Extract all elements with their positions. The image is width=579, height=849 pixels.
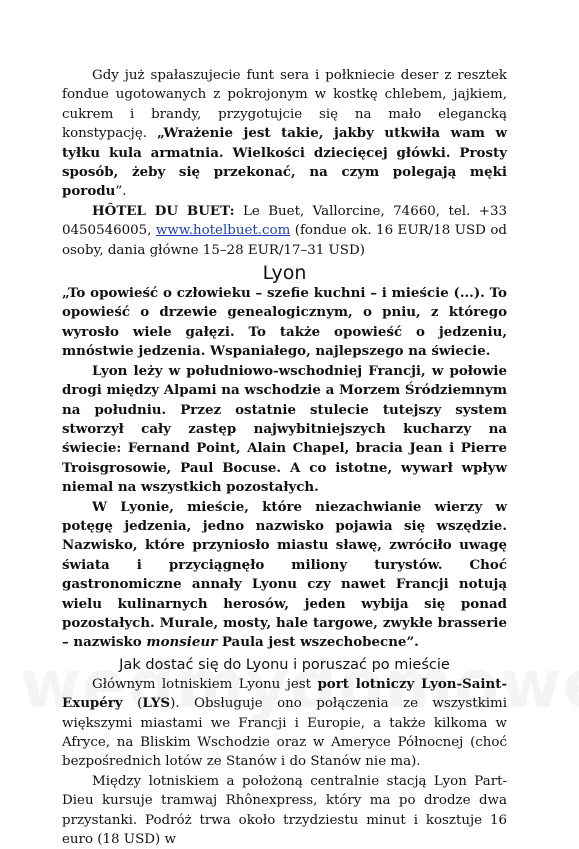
name-paragraph-text: W Lyonie, mieście, które niezachwianie wierzy w potęgę jedzenia, jedno nazwisko pojawia się wszędzie. Nazwisko, które przyniosło miastu sławę, zwróciło uwagę świata i przyciągnęło miliony turystów. Choć gastronomiczne annały Lyonu czy nawet Francji notują wielu kulinarnych herosów, jeden wybija się ponad pozostałych. Murale, mosty, hale targowe, zwykłe brasserie – nazwisko: [62, 498, 507, 651]
hotel-info: [62, 202, 507, 260]
lyon-quote-text: „To opowieść o człowieku – szefie kuchni – i mieście (...). To opowieść o drzewie genealogicznym, o pniu, z którego wyrosło wiele gałęzi. To także opowieść o jedzeniu, mnóstwie jedzenia. Wspaniałego, najlepszego na świecie.: [62, 285, 507, 360]
fondue-text: Gdy już spałaszujecie funt sera i połkniecie deser z resztek fondue ugotowanych z pokrojonym w kostkę chlebem, jajkiem, cukrem i brandy, przygotujcie się na mało elegancką konstypację.: [62, 68, 507, 142]
airport-name: port lotniczy Lyon-Saint-Exupéry: [62, 675, 508, 712]
fondue-paragraph: [62, 66, 507, 202]
hotel-name: HÔTEL DU BUET:: [92, 202, 235, 219]
airport-paren-open: (: [122, 696, 143, 712]
lyon-paragraph-text: Lyon leży w południowo-wschodniej Francji, w połowie drogi między Alpami na wschodzie a Morzem Śródziemnym na południu. Przez ostatnie stulecie tutejszy system stworzył cały zastęp najwybitniejszych kucharzy na świecie: Fernand Point, Alain Chapel, bracia Jean i Pierre Troisgrosowie, Paul Bocuse. A co istotne, wywarł wpływ niemal na wszystkich pozostałych.: [62, 362, 507, 496]
tram-paragraph: Między lotniskiem a położoną centralnie stacją Lyon Part-Dieu kursuje tramwaj Rhônexpress, który ma po drodze dwa przystanki. Podróż trwa około trzydziestu minut i kosztuje 16 euro (18 USD) w: [62, 773, 507, 848]
airport-paragraph: [62, 675, 507, 772]
airport-connections: ). Obsługuje ono połączenia ze wszystkimi większymi miastami we Francji i Europie, a także kilkoma w Afryce, na Bliskim Wschodzie oraz w Ameryce Północnej (choć bezpośrednich lotów ze Stanów i do Stanów nie ma).: [62, 696, 508, 770]
section-heading-lyon: Lyon: [262, 262, 307, 285]
name-paragraph-end: Paula jest wszechobecne”.: [217, 634, 419, 651]
airport-code: LYS: [142, 695, 171, 712]
hotel-address: Le Buet, Vallorcine, 74660, tel. +33 0450546005,: [62, 203, 507, 239]
lyon-paragraph: [62, 362, 507, 498]
fondue-quote-end: ”.: [115, 184, 127, 200]
lyon-quote: [62, 284, 507, 362]
fondue-quote: „Wrażenie jest takie, jakby utkwiła wam w tyłku kula armatnia. Wielkości dziecięcej główki. Prosty sposób, żeby się przekonać, na czym polegają męki porodu: [62, 125, 507, 200]
airport-text: Głównym lotniskiem Lyonu jest: [92, 676, 318, 692]
hotel-prices: (fondue ok. 16 EUR/18 USD od osoby, dania główne 15–28 EUR/17–31 USD): [62, 223, 507, 258]
monsieur-italic: monsieur: [146, 634, 218, 651]
section-heading-transport: Jak dostać się do Lyonu i poruszać po mieście: [119, 656, 450, 673]
name-paragraph: [62, 498, 507, 653]
page-content: [62, 66, 507, 849]
hotel-link[interactable]: www.hotelbuet.com: [155, 223, 291, 239]
